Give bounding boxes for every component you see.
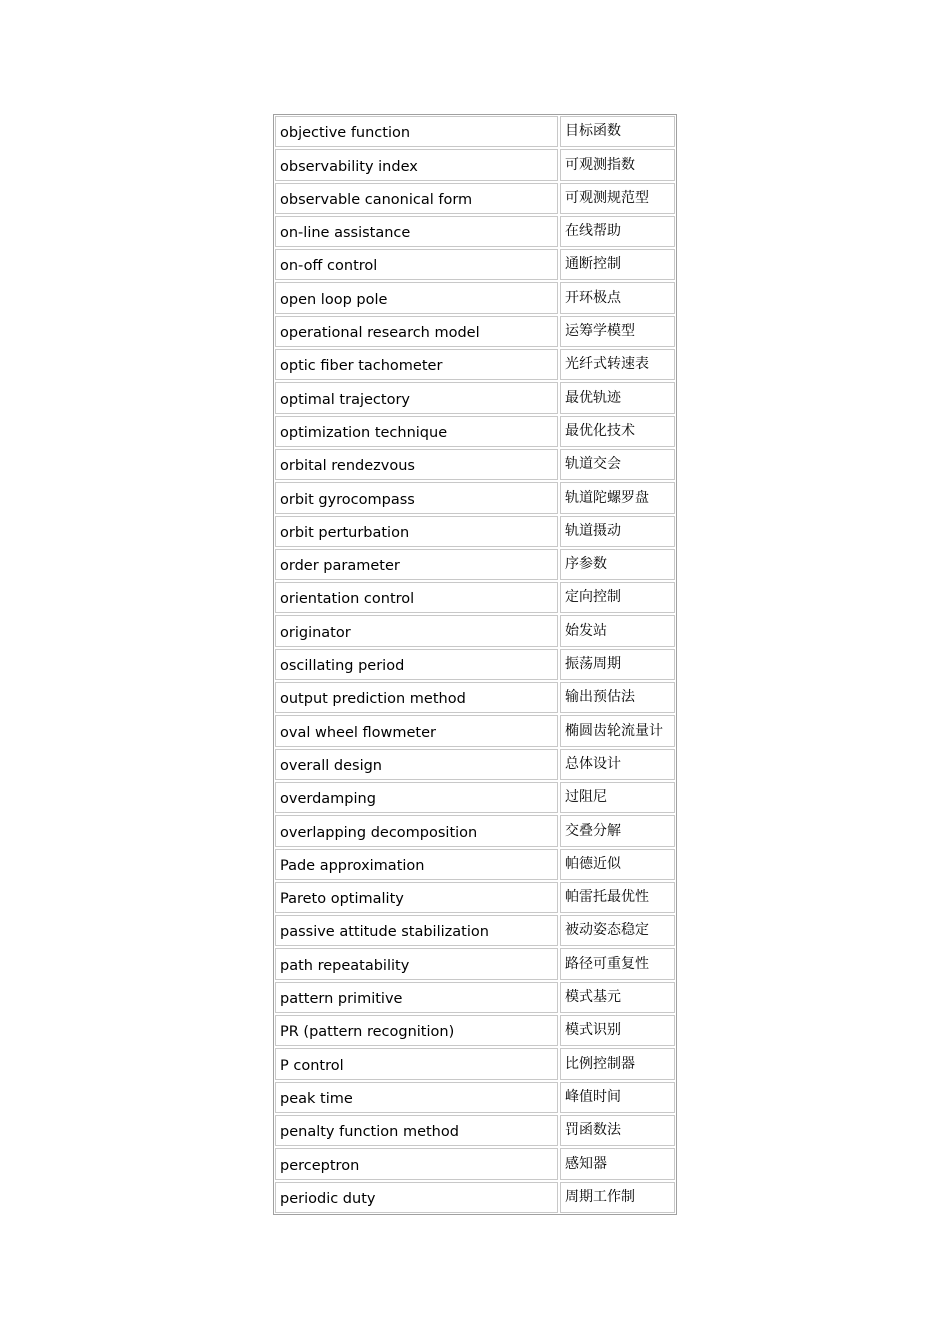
table-row xyxy=(274,148,676,181)
chinese-term: 过阻尼 xyxy=(560,782,675,813)
english-term: Pade approximation xyxy=(275,849,558,880)
chinese-term: 被动姿态稳定 xyxy=(560,915,675,946)
english-term: output prediction method xyxy=(275,682,558,713)
chinese-term: 可观测指数 xyxy=(560,149,675,180)
chinese-term: 路径可重复性 xyxy=(560,948,675,979)
chinese-term: 峰值时间 xyxy=(560,1082,675,1113)
chinese-term: 交叠分解 xyxy=(560,815,675,846)
table-row xyxy=(274,1181,676,1214)
table-row xyxy=(274,448,676,481)
english-term: path repeatability xyxy=(275,948,558,979)
chinese-term: 振荡周期 xyxy=(560,649,675,680)
english-term: overdamping xyxy=(275,782,558,813)
table-row xyxy=(274,248,676,281)
english-term: optic fiber tachometer xyxy=(275,349,558,380)
table-row xyxy=(274,648,676,681)
chinese-term: 始发站 xyxy=(560,615,675,646)
english-term: pattern primitive xyxy=(275,982,558,1013)
table-row xyxy=(274,515,676,548)
table-row xyxy=(274,281,676,314)
english-term: on-line assistance xyxy=(275,216,558,247)
table-row xyxy=(274,315,676,348)
chinese-term: 轨道摄动 xyxy=(560,516,675,547)
english-term: oscillating period xyxy=(275,649,558,680)
table-row xyxy=(274,947,676,980)
english-term: optimization technique xyxy=(275,416,558,447)
table-row xyxy=(274,814,676,847)
glossary-table xyxy=(273,114,677,1215)
chinese-term: 可观测规范型 xyxy=(560,183,675,214)
english-term: oval wheel flowmeter xyxy=(275,715,558,746)
table-row xyxy=(274,348,676,381)
english-term: optimal trajectory xyxy=(275,382,558,413)
table-row xyxy=(274,614,676,647)
table-row xyxy=(274,115,676,148)
english-term: passive attitude stabilization xyxy=(275,915,558,946)
table-row xyxy=(274,1114,676,1147)
english-term: order parameter xyxy=(275,549,558,580)
english-term: overall design xyxy=(275,749,558,780)
english-term: operational research model xyxy=(275,316,558,347)
english-term: orbital rendezvous xyxy=(275,449,558,480)
chinese-term: 罚函数法 xyxy=(560,1115,675,1146)
table-row xyxy=(274,748,676,781)
table-row xyxy=(274,182,676,215)
english-term: overlapping decomposition xyxy=(275,815,558,846)
english-term: originator xyxy=(275,615,558,646)
chinese-term: 模式基元 xyxy=(560,982,675,1013)
table-row xyxy=(274,781,676,814)
table-row xyxy=(274,581,676,614)
chinese-term: 感知器 xyxy=(560,1148,675,1179)
chinese-term: 总体设计 xyxy=(560,749,675,780)
table-row xyxy=(274,914,676,947)
table-row xyxy=(274,415,676,448)
english-term: periodic duty xyxy=(275,1182,558,1213)
table-row xyxy=(274,681,676,714)
table-row xyxy=(274,1081,676,1114)
chinese-term: 最优轨迹 xyxy=(560,382,675,413)
chinese-term: 帕雷托最优性 xyxy=(560,882,675,913)
table-row xyxy=(274,1014,676,1047)
table-row xyxy=(274,481,676,514)
chinese-term: 运筹学模型 xyxy=(560,316,675,347)
chinese-term: 椭圆齿轮流量计 xyxy=(560,715,675,746)
table-row xyxy=(274,1047,676,1080)
english-term: objective function xyxy=(275,116,558,147)
chinese-term: 帕德近似 xyxy=(560,849,675,880)
chinese-term: 轨道陀螺罗盘 xyxy=(560,482,675,513)
english-term: P control xyxy=(275,1048,558,1079)
english-term: Pareto optimality xyxy=(275,882,558,913)
english-term: orientation control xyxy=(275,582,558,613)
chinese-term: 模式识别 xyxy=(560,1015,675,1046)
english-term: PR (pattern recognition) xyxy=(275,1015,558,1046)
table-row xyxy=(274,215,676,248)
table-row xyxy=(274,714,676,747)
chinese-term: 在线帮助 xyxy=(560,216,675,247)
table-row xyxy=(274,981,676,1014)
table-row xyxy=(274,381,676,414)
chinese-term: 通断控制 xyxy=(560,249,675,280)
english-term: perceptron xyxy=(275,1148,558,1179)
chinese-term: 定向控制 xyxy=(560,582,675,613)
table-row xyxy=(274,548,676,581)
chinese-term: 周期工作制 xyxy=(560,1182,675,1213)
chinese-term: 轨道交会 xyxy=(560,449,675,480)
chinese-term: 序参数 xyxy=(560,549,675,580)
chinese-term: 比例控制器 xyxy=(560,1048,675,1079)
table-row xyxy=(274,881,676,914)
chinese-term: 开环极点 xyxy=(560,282,675,313)
english-term: orbit gyrocompass xyxy=(275,482,558,513)
chinese-term: 输出预估法 xyxy=(560,682,675,713)
english-term: penalty function method xyxy=(275,1115,558,1146)
table-row xyxy=(274,848,676,881)
english-term: orbit perturbation xyxy=(275,516,558,547)
english-term: peak time xyxy=(275,1082,558,1113)
english-term: observable canonical form xyxy=(275,183,558,214)
chinese-term: 目标函数 xyxy=(560,116,675,147)
english-term: observability index xyxy=(275,149,558,180)
chinese-term: 光纤式转速表 xyxy=(560,349,675,380)
chinese-term: 最优化技术 xyxy=(560,416,675,447)
table-row xyxy=(274,1147,676,1180)
english-term: open loop pole xyxy=(275,282,558,313)
english-term: on-off control xyxy=(275,249,558,280)
